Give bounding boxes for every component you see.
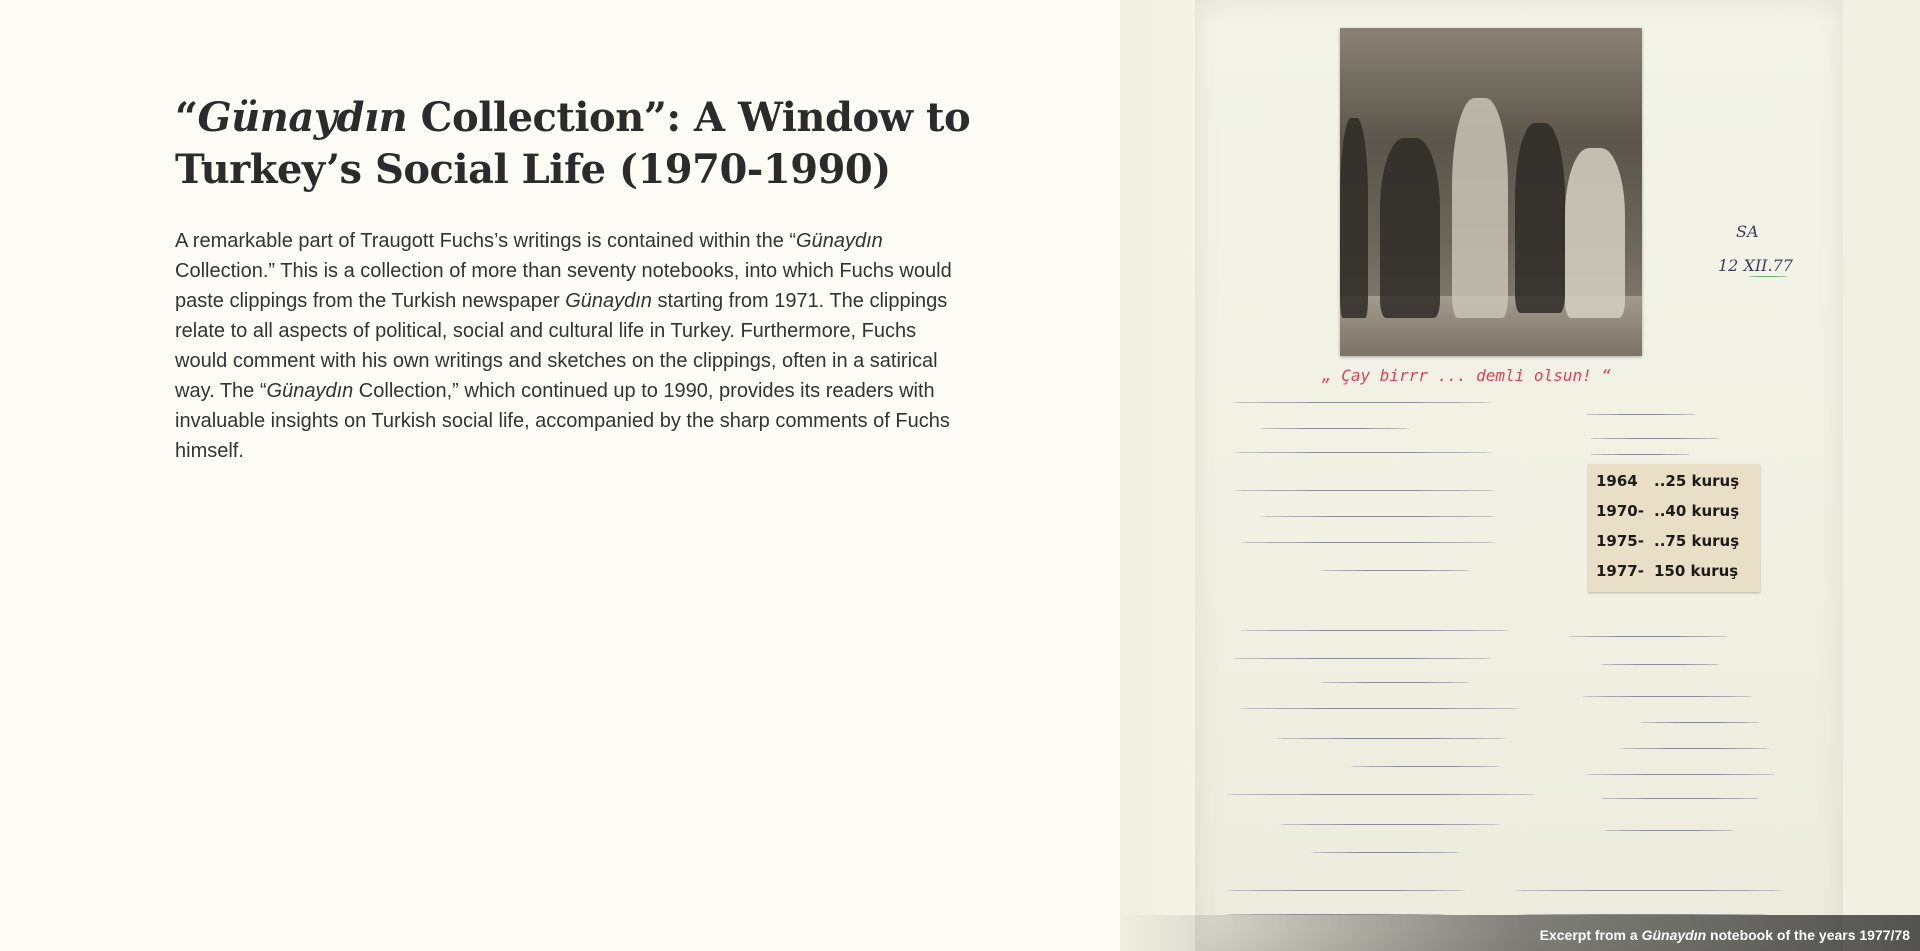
image-caption (1540, 927, 1910, 943)
title-rest-line1: Collection”: A Window to (407, 94, 971, 141)
price-year: 1964 (1596, 472, 1638, 490)
body-part-2: Collection.” This is a collection of more than seventy notebooks, into which Fuchs would paste clippings from the Turkish newspaper (175, 260, 952, 312)
page-title (175, 92, 995, 196)
photo-figure (1515, 123, 1565, 313)
handwritten-initials: SA (1736, 222, 1759, 241)
photo-figure (1452, 98, 1508, 318)
price-row (1596, 502, 1739, 520)
title-open-quote: “ (175, 94, 198, 141)
price-row (1596, 562, 1738, 580)
price-value: ..75 kuruş (1654, 532, 1740, 550)
price-table-clipping (1588, 464, 1760, 592)
title-italic-word: Günaydın (197, 94, 408, 141)
image-caption-bar (1120, 915, 1920, 951)
caption-after: notebook of the years 1977/78 (1706, 927, 1910, 943)
body-em-3: Günaydın (266, 380, 354, 402)
newspaper-photo-clipping (1340, 28, 1642, 356)
title-line2: Turkey’s Social Life (1970-1990) (175, 146, 891, 193)
price-year: 1970- (1596, 502, 1644, 520)
caption-italic: Günaydın (1641, 927, 1707, 943)
price-value: ..25 kuruş (1654, 472, 1740, 490)
photo-figure (1380, 138, 1440, 318)
price-year: 1977- (1596, 562, 1644, 580)
handwritten-red-caption: „ Çay birrr ... demli olsun! “ (1322, 366, 1611, 385)
body-part-4: Collection,” which continued up to 1990, provides its readers with invaluable insights on Turkish social life, accompanied by the sharp comments of Fuchs himself. (175, 380, 950, 462)
price-row (1596, 532, 1739, 550)
price-row (1596, 472, 1739, 490)
photo-figure (1565, 148, 1625, 318)
handwritten-date: 12 XII.77 (1718, 256, 1793, 275)
caption-before: Excerpt from a (1539, 927, 1642, 943)
price-value: ..40 kuruş (1654, 502, 1740, 520)
body-part-1: A remarkable part of Traugott Fuchs’s writings is contained within the “ (175, 230, 797, 252)
body-part-3: starting from 1971. The clippings relate to all aspects of political, social and cultural life in Turkey. Furthermore, Fuchs would comment with his own writings and sketches on the clippings, often in a satirical way. The “ (175, 290, 948, 402)
body-em-2: Günaydın (565, 290, 652, 312)
price-year: 1975- (1596, 532, 1644, 550)
photo-figure (1340, 118, 1368, 318)
body-em-1: Günaydın (796, 230, 883, 252)
price-value: 150 kuruş (1654, 562, 1739, 580)
intro-paragraph (175, 226, 955, 466)
